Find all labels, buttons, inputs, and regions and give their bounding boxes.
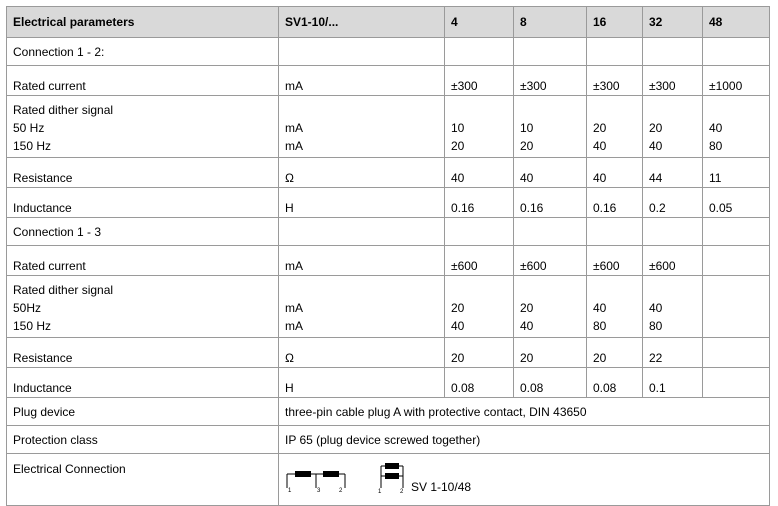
section-title-row: [7, 38, 770, 66]
freq-label: 150 Hz: [13, 139, 52, 153]
row-unit: Ω: [279, 158, 445, 188]
cell-value: 80: [593, 319, 607, 333]
cell-value: 0.05: [703, 188, 770, 218]
cell-value: 20: [587, 338, 643, 368]
table-header-row: [7, 7, 770, 38]
cell-value: 20: [514, 338, 587, 368]
cell-value: 10: [520, 121, 534, 135]
cell-value: 0.2: [643, 188, 703, 218]
row-label: Rated current: [7, 66, 279, 96]
cell-value: 40: [593, 301, 607, 315]
table-row: [7, 246, 770, 276]
table-row: [7, 66, 770, 96]
cell-value: [703, 246, 770, 276]
row-unit: mA: [285, 319, 303, 333]
row-label: Plug device: [7, 398, 279, 426]
cell-value: 22: [643, 338, 703, 368]
diagram-caption: SV 1-10/48: [411, 480, 472, 494]
cell-value: [703, 338, 770, 368]
cell-value: 40: [649, 139, 663, 153]
cell-value: 0.16: [514, 188, 587, 218]
cell-value: 20: [649, 121, 663, 135]
plug-value: three-pin cable plug A with protective contact, DIN 43650: [279, 398, 770, 426]
row-unit: mA: [279, 246, 445, 276]
table-row: [7, 398, 770, 426]
header-size: 16: [587, 7, 643, 38]
cell-value: 20: [520, 139, 534, 153]
row-unit: mA: [279, 66, 445, 96]
row-unit: mA: [285, 301, 303, 315]
row-unit: Ω: [279, 338, 445, 368]
header-model: SV1-10/...: [279, 7, 445, 38]
row-label: Resistance: [7, 338, 279, 368]
cell-value: 20: [451, 139, 465, 153]
cell-value: 40: [709, 121, 723, 135]
row-label: Rated current: [7, 246, 279, 276]
cell-value: 20: [520, 301, 534, 315]
row-unit: H: [279, 368, 445, 398]
row-label: Inductance: [7, 188, 279, 218]
cell-value: 40: [593, 139, 607, 153]
cell-value: ±600: [514, 246, 587, 276]
table-row: [7, 368, 770, 398]
electrical-parameters-table: [6, 6, 770, 506]
row-label: Protection class: [7, 426, 279, 454]
header-size: 8: [514, 7, 587, 38]
cell-value: ±300: [587, 66, 643, 96]
cell-value: 40: [649, 301, 663, 315]
cell-value: ±1000: [703, 66, 770, 96]
cell-value: 44: [643, 158, 703, 188]
cell-value: ±600: [643, 246, 703, 276]
row-unit: mA: [285, 121, 303, 135]
cell-value: ±600: [587, 246, 643, 276]
cell-value: 40: [451, 319, 465, 333]
cell-value: 0.16: [587, 188, 643, 218]
table-row: [7, 276, 770, 338]
row-label: Resistance: [7, 158, 279, 188]
cell-value: ±600: [445, 246, 514, 276]
row-unit: mA: [285, 139, 303, 153]
section-title: Connection 1 - 2:: [7, 38, 279, 66]
cell-value: [703, 368, 770, 398]
table-row: [7, 96, 770, 158]
connection-diagrams: [285, 460, 769, 494]
freq-label: 150 Hz: [13, 319, 52, 333]
cell-value: 10: [451, 121, 465, 135]
row-label: Rated dither signal: [13, 103, 114, 117]
cell-value: 0.1: [643, 368, 703, 398]
table-row: [7, 188, 770, 218]
cell-value: 11: [703, 158, 770, 188]
row-label: Electrical Connection: [7, 454, 279, 506]
cell-value: 80: [709, 139, 723, 153]
cell-value: ±300: [445, 66, 514, 96]
pin-label: 1: [378, 489, 382, 494]
pin-label: 2: [339, 488, 343, 494]
section-title-row: [7, 218, 770, 246]
cell-value: 40: [587, 158, 643, 188]
pin-label: 1: [288, 488, 292, 494]
cell-value: 40: [445, 158, 514, 188]
header-param: Electrical parameters: [7, 7, 279, 38]
cell-value: 0.08: [587, 368, 643, 398]
cell-value: 0.08: [514, 368, 587, 398]
section-title: Connection 1 - 3: [7, 218, 279, 246]
cell-value: 40: [520, 319, 534, 333]
cell-value: ±300: [514, 66, 587, 96]
table-row: [7, 338, 770, 368]
table-row: [7, 426, 770, 454]
header-size: 4: [445, 7, 514, 38]
freq-label: 50Hz: [13, 301, 42, 315]
freq-label: 50 Hz: [13, 121, 45, 135]
cell-value: 0.08: [445, 368, 514, 398]
pin-label: 2: [400, 489, 404, 494]
protection-value: IP 65 (plug device screwed together): [279, 426, 770, 454]
cell-value: 40: [514, 158, 587, 188]
row-label: Rated dither signal: [13, 283, 114, 297]
parallel-coil-diagram: [377, 460, 407, 494]
row-label: Inductance: [7, 368, 279, 398]
cell-value: 80: [649, 319, 663, 333]
series-coil-diagram: [285, 464, 347, 494]
cell-value: 20: [593, 121, 607, 135]
header-size: 32: [643, 7, 703, 38]
header-size: 48: [703, 7, 770, 38]
cell-value: 20: [451, 301, 465, 315]
cell-value: 0.16: [445, 188, 514, 218]
cell-value: ±300: [643, 66, 703, 96]
cell-value: 20: [445, 338, 514, 368]
table-row: [7, 158, 770, 188]
row-unit: H: [279, 188, 445, 218]
pin-label: 3: [317, 488, 321, 494]
